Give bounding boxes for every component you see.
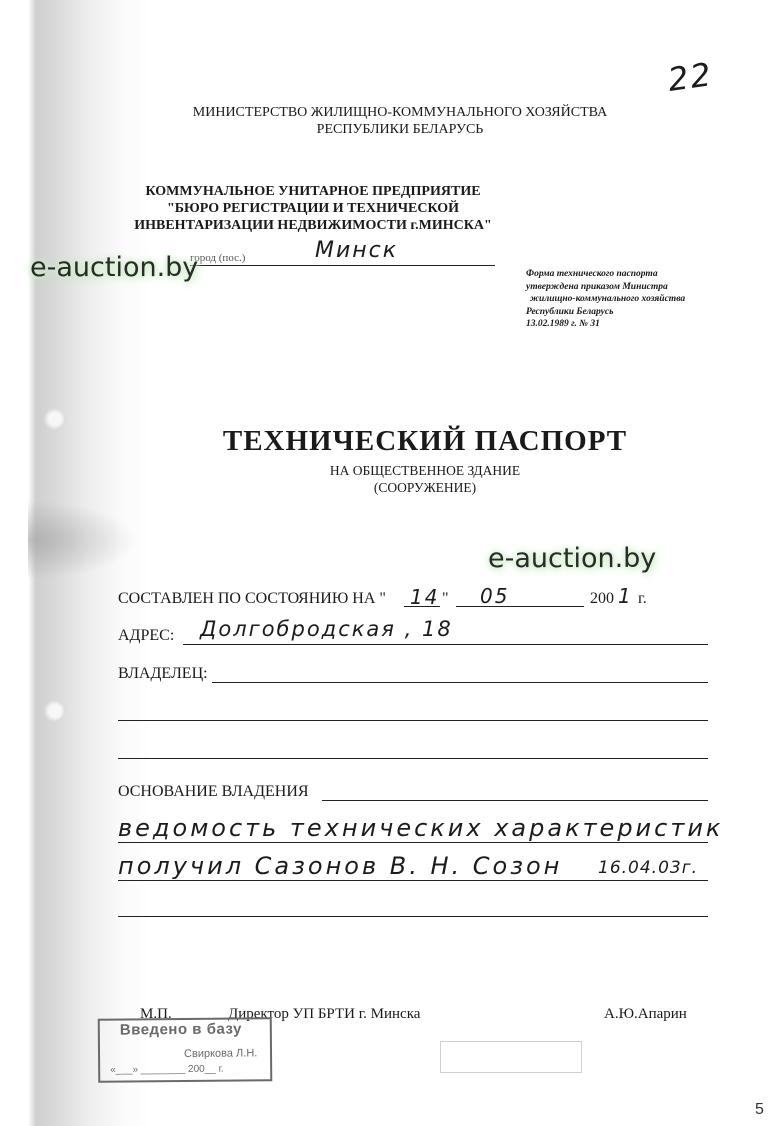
watermark-middle: e-auction.by (488, 543, 657, 574)
basis-underline-3 (118, 880, 708, 881)
date-month-underline (456, 606, 584, 607)
date-year-digit: 1 (618, 584, 633, 608)
form-note-line3: жилищно-коммунального хозяйства (530, 294, 686, 304)
owner-label: ВЛАДЕЛЕЦ: (118, 665, 208, 682)
date-closing-quote: " (442, 590, 449, 607)
corner-archive-number: 22 (665, 55, 716, 99)
enterprise-header (118, 183, 508, 234)
date-day-value: 14 (410, 585, 440, 609)
punch-hole-bottom (44, 700, 66, 722)
basis-underline-4 (118, 916, 708, 917)
city-underline (190, 265, 495, 266)
ministry-line2: РЕСПУБЛИКИ БЕЛАРУСЬ (316, 122, 484, 137)
basis-underline-2 (118, 842, 708, 843)
basis-label: ОСНОВАНИЕ ВЛАДЕНИЯ (118, 783, 309, 800)
basis-handwritten-line2: получил Сазонов В. Н. Созон (118, 852, 563, 880)
form-note-line4: Республики Беларусь (526, 306, 614, 317)
director-title: Директор УП БРТИ г. Минска (228, 1006, 421, 1022)
enterprise-line3: ИНВЕНТАРИЗАЦИИ НЕДВИЖИМОСТИ г.МИНСКА" (134, 218, 492, 233)
date-year-prefix: 200 (590, 590, 614, 607)
stamp-name: Свиркова Л.Н. (183, 1047, 258, 1061)
date-year-suffix: г. (638, 590, 647, 607)
enterprise-line1: КОММУНАЛЬНОЕ УНИТАРНОЕ ПРЕДПРИЯТИЕ (145, 184, 481, 199)
form-note-line1: Форма технического паспорта (526, 269, 658, 279)
basis-handwritten-date: 16.04.03г. (598, 858, 699, 878)
page-number: 5 (755, 1101, 764, 1118)
document-subtitle-line2: (СООРУЖЕНИЕ) (373, 480, 477, 495)
scan-shadow-blot (28, 500, 138, 580)
document-subtitle-line1: НА ОБЩЕСТВЕННОЕ ЗДАНИЕ (329, 463, 521, 478)
address-value: Долгобродская , 18 (200, 617, 453, 641)
form-approval-note (526, 268, 685, 331)
director-name: А.Ю.Апарин (604, 1006, 687, 1022)
watermark-top: e-auction.by (30, 252, 199, 283)
ministry-line1: МИНИСТЕРСТВО ЖИЛИЩНО-КОММУНАЛЬНОГО ХОЗЯЙСТВА (192, 105, 608, 120)
seal-placeholder-mp: М.П. (140, 1006, 172, 1022)
city-value: Минск (315, 238, 399, 263)
stamp-title: Введено в базу (119, 1020, 242, 1039)
form-note-line2: утверждена приказом Министра (526, 281, 668, 292)
date-month-value: 05 (480, 584, 510, 608)
address-underline (183, 644, 708, 645)
faint-bleed-through-box (440, 1041, 582, 1073)
punch-hole-top (44, 408, 66, 430)
owner-underline-2 (118, 720, 708, 721)
ministry-header (150, 104, 650, 138)
city-label: город (пос.) (190, 252, 246, 264)
stamp-date: «___» ________ 200__ г. (110, 1063, 224, 1076)
document-title: ТЕХНИЧЕСКИЙ ПАСПОРТ (222, 425, 628, 457)
basis-underline-1 (322, 800, 708, 801)
owner-underline-3 (118, 758, 708, 759)
address-label: АДРЕС: (118, 627, 175, 644)
form-note-line5: 13.02.1989 г. № 31 (526, 319, 600, 329)
basis-handwritten-line1: ведомость технических характеристик (118, 814, 724, 842)
owner-underline-1 (212, 682, 708, 683)
enterprise-line2: "БЮРО РЕГИСТРАЦИИ И ТЕХНИЧЕСКОЙ (166, 201, 460, 216)
document-subtitle (250, 462, 600, 496)
entry-stamp (98, 1017, 273, 1083)
date-label: СОСТАВЛЕН ПО СОСТОЯНИЮ НА " (118, 590, 386, 607)
